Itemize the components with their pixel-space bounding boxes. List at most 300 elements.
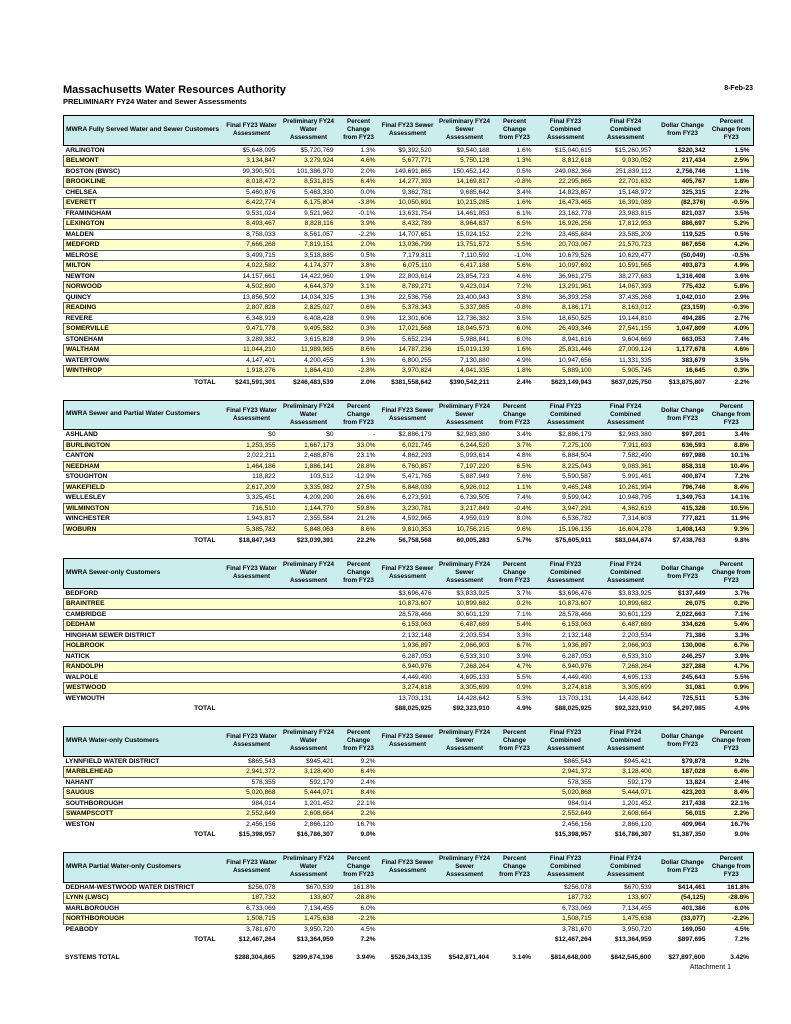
value-cell: 169,050 (681, 925, 706, 933)
value-cell: 0.3% (338, 324, 380, 335)
value-cell: 6,536,782 (562, 515, 592, 523)
value-cell: 4.9% (516, 356, 532, 364)
value-cell: 3.5% (516, 314, 532, 322)
table-row (64, 683, 754, 694)
total-row (64, 934, 754, 946)
table-title: MWRA Partial Water-only Customers (64, 853, 224, 883)
value-cell: 4,041,335 (436, 366, 494, 377)
value-cell: 8,812,618 (536, 156, 596, 167)
value-cell: 3,230,781 (380, 503, 436, 514)
value-cell: 60,005,283 (456, 537, 490, 545)
value-cell: 5,471,765 (402, 473, 432, 481)
value-cell: $27,897,600 (668, 954, 705, 962)
value-cell: 9.9% (360, 335, 376, 343)
column-header: Percent Change from FY23 (494, 116, 536, 146)
value-cell: -1.0% (514, 251, 532, 259)
value-cell: $13,875,807 (668, 378, 706, 386)
value-cell: 3.42% (730, 954, 749, 962)
value-cell: 8.4% (710, 482, 754, 493)
value-cell: 5.6% (494, 261, 536, 272)
table-row (64, 514, 754, 525)
customer-name: ASHLAND (65, 431, 98, 439)
value-cell (280, 672, 338, 683)
column-header: Final FY23 Sewer Assessment (380, 559, 436, 589)
page-subtitle: PRELIMINARY FY24 Water and Sewer Assessments (63, 97, 247, 106)
value-cell: 13,856,502 (242, 293, 276, 301)
value-cell: 10,899,682 (436, 599, 494, 610)
value-cell: 21,570,723 (596, 240, 656, 251)
value-cell: -0.5% (732, 251, 750, 259)
value-cell: 3,335,982 (280, 482, 338, 493)
value-cell: 9.3% (710, 524, 754, 535)
table-row (64, 166, 754, 177)
value-cell: 592,179 (309, 778, 334, 786)
table-row (64, 461, 754, 472)
value-cell: 4,695,133 (460, 673, 490, 681)
value-cell (380, 914, 436, 925)
value-cell: 33.0% (338, 440, 380, 451)
value-cell: 6,940,976 (536, 662, 596, 673)
value-cell: 14,707,651 (398, 230, 432, 238)
value-cell (338, 641, 380, 652)
value-cell: 3.7% (516, 589, 532, 597)
value-cell: 6.5% (494, 219, 536, 230)
customer-name: NORWOOD (64, 282, 224, 293)
value-cell: 3.4% (734, 431, 750, 439)
value-cell: 7.2% (360, 936, 376, 944)
value-cell: 2,022,211 (246, 452, 276, 460)
customer-name: WINTHROP (64, 366, 224, 377)
header-row (64, 116, 754, 146)
customer-name: BEDFORD (65, 589, 99, 597)
value-cell (338, 599, 380, 610)
value-cell: 16.7% (730, 820, 750, 828)
value-cell: 2,456,156 (562, 820, 592, 828)
value-cell: 22,803,614 (398, 272, 432, 280)
value-cell (280, 609, 338, 620)
value-cell: 4.9% (710, 261, 754, 272)
table-title: MWRA Fully Served Water and Sewer Customers (64, 116, 224, 146)
value-cell (494, 788, 536, 799)
value-cell: 1,177,678 (656, 345, 710, 356)
total-label: TOTAL (194, 537, 216, 545)
column-header: Final FY23 Combined Assessment (536, 559, 596, 589)
customer-name: LEXINGTON (64, 219, 224, 230)
table-row (64, 493, 754, 504)
value-cell: 3.5% (734, 209, 750, 217)
value-cell (436, 798, 494, 809)
table-row (64, 788, 754, 799)
value-cell (224, 662, 280, 673)
value-cell: 5.5% (494, 240, 536, 251)
value-cell: 6,733,069 (246, 904, 276, 912)
value-cell (380, 829, 436, 841)
value-cell: (54,125) (656, 893, 710, 904)
value-cell: 821,037 (681, 209, 706, 217)
value-cell: 1.5% (734, 146, 750, 154)
value-cell: 4.7% (494, 662, 536, 673)
customer-name: MILTON (64, 261, 224, 272)
value-cell: 858,318 (656, 461, 710, 472)
table-row (64, 177, 754, 188)
value-cell: 334,626 (656, 620, 710, 631)
value-cell: -28.8% (338, 893, 380, 904)
document-content (63, 84, 753, 964)
customer-name: NEWTON (65, 272, 95, 280)
value-cell: 2,066,903 (436, 641, 494, 652)
value-cell: 6,926,012 (436, 482, 494, 493)
value-cell: 10,591,565 (596, 261, 656, 272)
customer-name: WESTON (65, 820, 95, 828)
value-cell: 725,511 (682, 694, 706, 702)
table-row (64, 292, 754, 303)
value-cell: 6,940,976 (380, 662, 436, 673)
column-header: Preliminary FY24 Sewer Assessment (436, 727, 494, 757)
value-cell: 10,261,994 (596, 482, 656, 493)
value-cell: 28.8% (338, 461, 380, 472)
value-cell: 2.0% (360, 378, 376, 386)
document-date: 8-Feb-23 (724, 85, 753, 92)
value-cell: 6,739,505 (460, 494, 490, 502)
value-cell: 6,175,804 (280, 198, 338, 209)
column-header: Percent Change from FY23 (710, 559, 754, 589)
value-cell: $256,078 (563, 883, 592, 891)
value-cell: 5.3% (516, 694, 532, 702)
value-cell: 5,991,461 (622, 473, 652, 481)
value-cell: 161.8% (353, 883, 376, 891)
value-cell: 2,756,746 (676, 167, 706, 175)
column-header: Final FY24 Combined Assessment (596, 116, 656, 146)
column-header: Final FY23 Combined Assessment (536, 853, 596, 883)
value-cell: 9,083,361 (596, 461, 656, 472)
value-cell: 1.3% (360, 356, 376, 364)
value-cell: 27.5% (338, 482, 380, 493)
value-cell: 8,186,171 (536, 303, 596, 314)
value-cell: 8,432,789 (380, 219, 436, 230)
table-row (64, 145, 754, 156)
value-cell: 9,495,582 (280, 324, 338, 335)
value-cell: 3.7% (494, 440, 536, 451)
value-cell: 2,941,372 (224, 767, 280, 778)
value-cell: 0.9% (360, 314, 376, 322)
value-cell: 11,989,985 (280, 345, 338, 356)
value-cell: -2.2% (358, 230, 376, 238)
table-row (64, 693, 754, 703)
value-cell: 1.8% (494, 366, 536, 377)
value-cell: $3,696,476 (398, 589, 432, 597)
value-cell: 5,385,782 (224, 524, 280, 535)
table-row (64, 903, 754, 914)
value-cell: 6.0% (360, 904, 376, 912)
value-cell: 2,866,120 (622, 820, 652, 828)
column-header: Final FY23 Water Assessment (224, 559, 280, 589)
value-cell (280, 588, 338, 599)
customer-name: MALDEN (65, 230, 94, 238)
value-cell: 716,510 (224, 503, 280, 514)
value-cell: 3,217,849 (436, 503, 494, 514)
value-cell: -2.2% (338, 914, 380, 925)
value-cell: 16,391,089 (596, 198, 656, 209)
value-cell (436, 777, 494, 788)
customer-name: BROOKLINE (64, 177, 224, 188)
value-cell: 8,018,472 (224, 177, 280, 188)
customer-name: DEDHAM-WESTWOOD WATER DISTRICT (65, 883, 195, 891)
value-cell: 14,823,657 (558, 188, 592, 196)
value-cell: 7,666,268 (224, 240, 280, 251)
value-cell: 19,144,810 (618, 314, 652, 322)
value-cell: 161.8% (727, 883, 750, 891)
value-cell: 2,552,649 (224, 809, 280, 820)
value-cell: $3,833,925 (456, 589, 490, 597)
value-cell: 217,438 (681, 799, 706, 807)
value-cell (380, 767, 436, 778)
value-cell: 5.5% (734, 673, 750, 681)
value-cell: (23,159) (656, 303, 710, 314)
value-cell: 5,020,868 (224, 788, 280, 799)
value-cell: 4.5% (734, 925, 750, 933)
systems-total-table (63, 952, 753, 964)
value-cell: 3,305,699 (436, 683, 494, 694)
value-cell: 886,697 (656, 219, 710, 230)
value-cell (280, 703, 338, 715)
value-cell: 7.4% (516, 494, 532, 502)
value-cell: $137,449 (677, 589, 706, 597)
value-cell: $79,878 (681, 757, 706, 765)
customer-name: NAHANT (65, 778, 94, 786)
value-cell: $75,605,911 (555, 537, 592, 545)
value-cell (224, 683, 280, 694)
value-cell: 1,316,408 (676, 272, 706, 280)
value-cell: $15,260,957 (614, 146, 652, 154)
systems-total-label: SYSTEMS TOTAL (65, 954, 120, 962)
table-row (64, 672, 754, 683)
value-cell: 187,028 (656, 767, 710, 778)
value-cell: 14,428,642 (618, 694, 652, 702)
value-cell: 7.4% (734, 335, 750, 343)
table-row (64, 503, 754, 514)
value-cell: 7.2% (734, 936, 750, 944)
value-cell: 663,053 (681, 335, 706, 343)
column-header: Final FY23 Water Assessment (224, 727, 280, 757)
table-row (64, 798, 754, 809)
value-cell: 1,475,638 (280, 914, 338, 925)
value-cell: (50,049) (680, 251, 706, 259)
value-cell: $13,364,959 (614, 936, 652, 944)
value-cell: -0.8% (494, 303, 536, 314)
value-cell: 1,253,355 (224, 440, 280, 451)
customer-name: WOBURN (64, 524, 224, 535)
value-cell: 3,950,720 (304, 925, 334, 933)
value-cell (338, 683, 380, 694)
column-header: Final FY23 Sewer Assessment (380, 116, 436, 146)
value-cell: 7,179,811 (402, 251, 432, 259)
value-cell: 5,848,063 (280, 524, 338, 535)
value-cell: 2,132,148 (562, 631, 592, 639)
customer-name: SOUTHBOROUGH (65, 799, 124, 807)
table-fully-served (63, 115, 754, 389)
value-cell: 14,428,642 (456, 694, 490, 702)
value-cell: $92,323,910 (614, 705, 652, 713)
value-cell: 12,301,606 (398, 314, 432, 322)
value-cell: 3,274,618 (380, 683, 436, 694)
column-header: Percent Change from FY23 (710, 727, 754, 757)
value-cell: 4,362,619 (596, 503, 656, 514)
total-label: TOTAL (194, 831, 216, 839)
column-header: Final FY24 Combined Assessment (596, 727, 656, 757)
value-cell (494, 882, 536, 893)
value-cell: 5,988,841 (460, 335, 490, 343)
customer-name: WEYMOUTH (65, 694, 105, 702)
value-cell: 2.0% (360, 167, 376, 175)
value-cell: $945,421 (305, 757, 334, 765)
value-cell (338, 609, 380, 620)
table-row (64, 198, 754, 209)
value-cell (224, 620, 280, 631)
column-header: Preliminary FY24 Sewer Assessment (436, 853, 494, 883)
value-cell: 5,590,587 (562, 473, 592, 481)
customer-name: STONEHAM (65, 335, 104, 343)
table-row (64, 819, 754, 829)
customer-name: REVERE (65, 314, 93, 322)
table-row (64, 756, 754, 767)
value-cell: 15,148,972 (618, 188, 652, 196)
table-row (64, 482, 754, 493)
value-cell: 0.5% (734, 230, 750, 238)
value-cell: 5,652,234 (402, 335, 432, 343)
value-cell: $2,983,380 (618, 431, 652, 439)
value-cell: 6,760,857 (380, 461, 436, 472)
value-cell: $865,543 (247, 757, 276, 765)
value-cell: 1,864,410 (280, 366, 338, 377)
value-cell: 7,130,880 (460, 356, 490, 364)
value-cell: 1.1% (734, 167, 750, 175)
value-cell (224, 609, 280, 620)
value-cell (280, 641, 338, 652)
value-cell: 775,432 (656, 282, 710, 293)
customer-name: READING (64, 303, 224, 314)
value-cell: 15,024,152 (456, 230, 490, 238)
value-cell: 14,422,960 (300, 272, 334, 280)
value-cell: 6,153,063 (536, 620, 596, 631)
value-cell: 26,075 (656, 599, 710, 610)
value-cell: $16,786,307 (614, 831, 652, 839)
value-cell: 2.2% (516, 230, 532, 238)
value-cell (436, 829, 494, 841)
column-header: Final FY24 Combined Assessment (596, 559, 656, 589)
value-cell: 4,862,293 (402, 452, 432, 460)
value-cell (494, 819, 536, 829)
value-cell: 246,257 (681, 652, 706, 660)
value-cell: 3,289,382 (246, 335, 276, 343)
value-cell: 5,887,949 (460, 473, 490, 481)
value-cell: 409,964 (681, 820, 706, 828)
column-header: Preliminary FY24 Water Assessment (280, 727, 338, 757)
value-cell: 6,287,053 (402, 652, 432, 660)
total-row (64, 376, 754, 389)
value-cell: 2,203,534 (622, 631, 652, 639)
value-cell: 6.5% (494, 461, 536, 472)
value-cell: -0.3% (710, 303, 754, 314)
value-cell: $9,392,520 (398, 146, 432, 154)
value-cell (224, 651, 280, 662)
value-cell (380, 798, 436, 809)
value-cell: 7,268,264 (596, 662, 656, 673)
value-cell: 7,268,264 (436, 662, 494, 673)
value-cell (380, 903, 436, 914)
value-cell: 9.2% (734, 757, 750, 765)
value-cell (494, 903, 536, 914)
value-cell: 9,685,642 (460, 188, 490, 196)
value-cell: 251,839,112 (615, 167, 652, 175)
customer-name: WELLESLEY (65, 494, 106, 502)
value-cell (280, 662, 338, 673)
value-cell: $4,297,985 (672, 705, 706, 713)
customer-name: MARLBOROUGH (65, 904, 119, 912)
value-cell (380, 934, 436, 946)
value-cell: $299,674,196 (292, 954, 333, 962)
table-row (64, 609, 754, 620)
value-cell: 423,203 (656, 788, 710, 799)
table-title: MWRA Sewer-only Customers (64, 559, 224, 589)
value-cell: 22,701,632 (596, 177, 656, 188)
value-cell (494, 809, 536, 820)
value-cell: 11.9% (731, 515, 750, 523)
value-cell: 401,386 (681, 904, 706, 912)
customer-name: NORTHBOROUGH (64, 914, 224, 925)
value-cell: 1.3% (360, 293, 376, 301)
value-cell: -2.8% (338, 366, 380, 377)
value-cell: 9,531,024 (246, 209, 276, 217)
value-cell: 22.1% (730, 799, 750, 807)
value-cell: 6,348,919 (246, 314, 276, 322)
value-cell: 636,593 (656, 440, 710, 451)
value-cell: 2,066,903 (596, 641, 656, 652)
value-cell: $88,025,925 (394, 705, 432, 713)
table-row (64, 366, 754, 377)
value-cell: $3,833,925 (618, 589, 652, 597)
value-cell: 9,362,781 (402, 188, 432, 196)
value-cell: 7,134,455 (304, 904, 334, 912)
value-cell: 0.2% (494, 599, 536, 610)
value-cell: 12,736,382 (456, 314, 490, 322)
value-cell: 1,408,143 (656, 524, 710, 535)
value-cell: 187,732 (224, 893, 280, 904)
column-header: Final FY23 Sewer Assessment (380, 400, 436, 430)
value-cell: 2.7% (734, 314, 750, 322)
value-cell: 118,822 (252, 473, 276, 481)
column-header: Dollar Change from FY23 (656, 400, 710, 430)
value-cell: 14,277,393 (380, 177, 436, 188)
value-cell (436, 924, 494, 934)
value-cell: 3.4% (516, 431, 532, 439)
value-cell: 6,021,745 (380, 440, 436, 451)
value-cell: 0.3% (710, 366, 754, 377)
customer-name: WESTWOOD (64, 683, 224, 694)
value-cell: 9,465,248 (536, 482, 596, 493)
value-cell: 578,355 (251, 778, 276, 786)
value-cell: 1.3% (360, 146, 376, 154)
value-cell: $15,398,957 (554, 831, 592, 839)
customer-name: CAMBRIDGE (65, 610, 107, 618)
value-cell: 2,941,372 (536, 767, 596, 778)
total-row (64, 703, 754, 715)
value-cell: 1.1% (494, 482, 536, 493)
value-cell: 4.2% (710, 240, 754, 251)
value-cell: 3,950,720 (622, 925, 652, 933)
value-cell: 149,691,865 (394, 167, 432, 175)
table-row (64, 524, 754, 535)
value-cell: 6,244,520 (436, 440, 494, 451)
